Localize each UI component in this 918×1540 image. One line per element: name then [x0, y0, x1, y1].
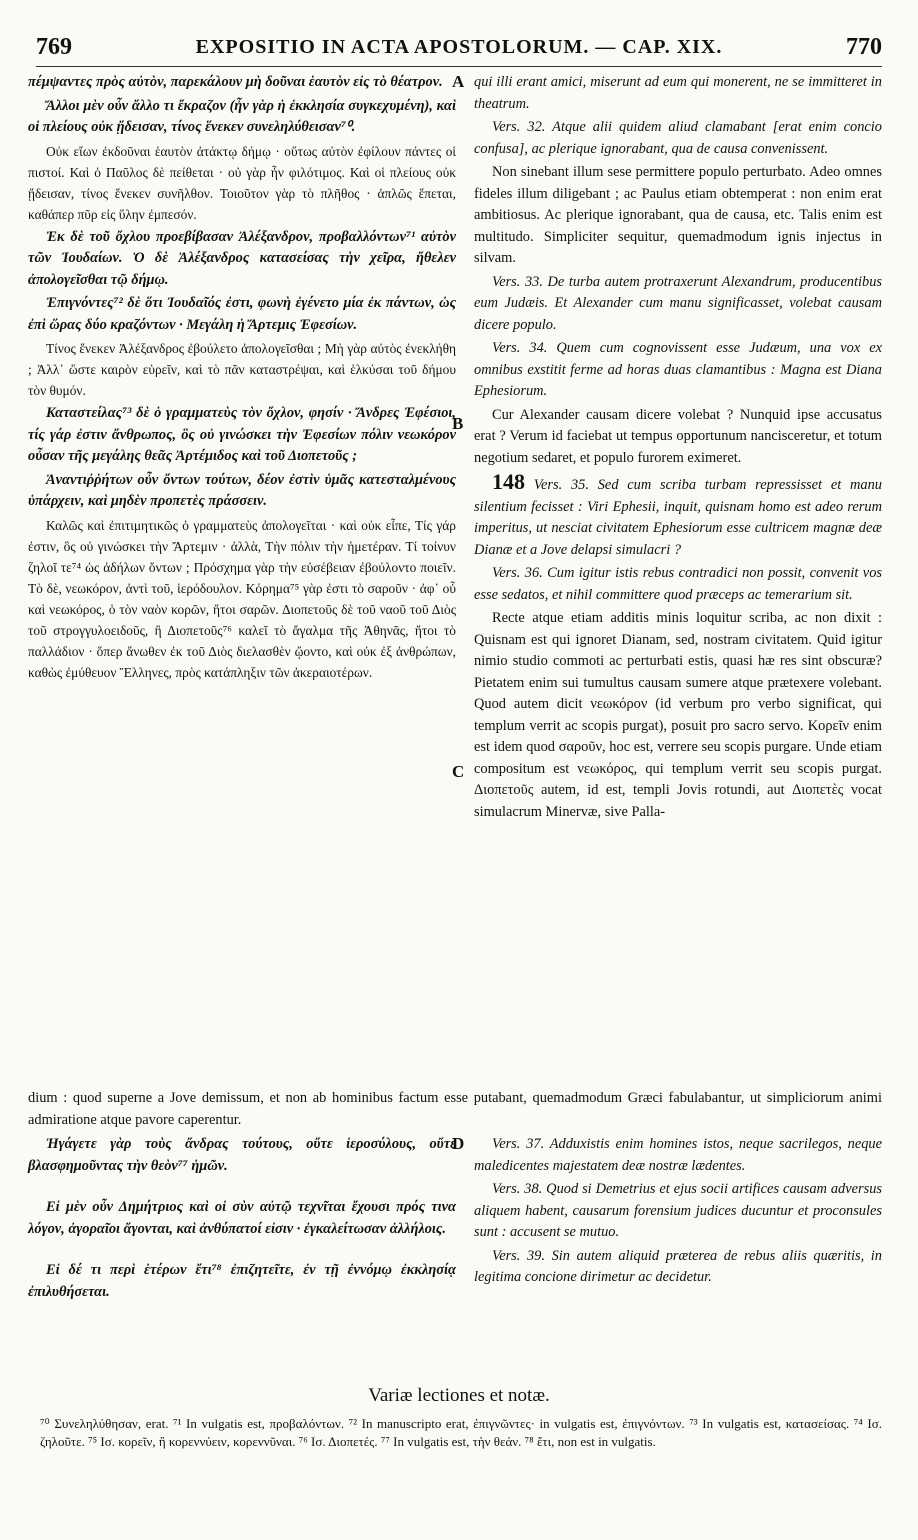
latin-verse: Vers. 36. Cum igitur istis rebus contradici non possit, convenit vos esse sedatos, et nihil committere quod præceps ac temerarium sit. [474, 565, 882, 603]
margin-letter-c: C [452, 762, 465, 781]
latin-verse: Vers. 37. Adduxistis enim homines istos, neque sacrilegos, neque maledicentes majestatem deæ nostræ lædentes. [474, 1136, 882, 1174]
latin-verse-text: Vers. 35. Sed cum scriba turbam repressisset et manu silentium fecisset : Viri Ephesii, inquit, quisnam homo est adeo rerum imperitus, ut nesciat civitatem Ephesiorum esse cultricem magnæ deæ Dianæ et a Jove delapsi simulacri ? [474, 477, 882, 558]
running-title: EXPOSITIO IN ACTA APOSTOLORUM. — CAP. XIX. [195, 36, 723, 58]
greek-paragraph: Ἠγάγετε γὰρ τοὺς ἄνδρας τούτους, οὔτε ἱεροσύλους, οὔτε βλασφημοῦντας τὴν θεὸν⁷⁷ ἡμῶν. [28, 1136, 456, 1174]
greek-paragraph: Καταστείλας⁷³ δὲ ὁ γραμματεὺς τὸν ὄχλον, φησίν · Ἄνδρες Ἐφέσιοι, τίς γάρ ἐστιν ἄνθρωπος, ὃς οὐ γινώσκει τὴν Ἐφεσίων πόλιν νεωκόρον οὖσαν τῆς μεγάλης θεᾶς Ἀρτέμιδος καὶ τοῦ Διοπετοῦς ; [28, 405, 456, 464]
footnotes: ⁷⁰ Συνεληλύθησαν, erat. ⁷¹ In vulgatis est, προβαλόντων. ⁷² In manuscripto erat, ἐπιγνῶντες· in vulgatis est, ἐπιγνόντων. ⁷³ In vulgatis est, κατασείσας. ⁷⁴ Ισ. ζηλοῦτε. ⁷⁵ Ισ. κορεῖν, ἢ κορεννύειν, κορεννῦναι. ⁷⁶ Ισ. Διοπετές. ⁷⁷ In vulgatis est, τὴν θεάν. ⁷⁸ ἔτι, non est in vulgatis. [40, 1416, 882, 1449]
greek-paragraph: Ἐκ δὲ τοῦ ὄχλου προεβίβασαν Ἀλέξανδρον, προβαλλόντων⁷¹ αὐτὸν τῶν Ἰουδαίων. Ὁ δὲ Ἀλέξανδρος κατασείσας τὴν χεῖρα, ἤθελεν ἀπολογεῖσθαι τῷ δήμῳ. [28, 228, 456, 288]
greek-paragraph: Εἰ μὲν οὖν Δημήτριος καὶ οἱ σὺν αὐτῷ τεχνῖται ἔχουσι πρός τινα λόγον, ἀγοραῖοι ἄγονται, καὶ ἀνθύπατοί εἰσιν · ἐγκαλείτωσαν ἀλλήλοις. [28, 1199, 456, 1237]
greek-commentary: Οὐκ εἴων ἐκδοῦναι ἑαυτὸν ἀτάκτῳ δήμῳ · οὕτως αὐτὸν ἐφίλουν πάντες οἱ πιστοί. Καὶ ὁ Παῦλος δὲ πείθεται · οὐ γὰρ ἦν φιλότιμος. Καὶ οἱ πλείους οὐκ ᾔδεισαν, τίνος ἕνεκεν συνῆλθον. Τοιοῦτον γὰρ τὸ πλῆθος · ἁπλῶς ἕπεται, καθάπερ πῦρ εἰς ὕλην ἐμπεσόν. [28, 143, 456, 222]
page-number-left: 769 [36, 34, 72, 60]
latin-column-lower [474, 1134, 882, 1291]
latin-column [474, 72, 882, 825]
greek-column [28, 72, 456, 685]
greek-paragraph: Εἰ δέ τι περὶ ἑτέρων ἔτι⁷⁸ ἐπιζητεῖτε, ἐν τῇ ἐννόμῳ ἐκκλησίᾳ ἐπιλυθήσεται. [28, 1262, 456, 1300]
page-number-right: 770 [846, 34, 882, 60]
greek-commentary: Καλῶς καὶ ἐπιτιμητικῶς ὁ γραμματεὺς ἀπολογεῖται · καὶ οὐκ εἶπε, Τίς γάρ ἐστιν, ὃς οὐ γινώσκει τὴν Ἄρτεμιν · ἀλλὰ, Τὴν πόλιν τὴν ἡμετέραν. Τί τοίνυν ζηλοῖ τε⁷⁴ ὡς ἀδήλων ὄντων ; Πρόσχημα γὰρ τὴν εὐσέβειαν ἐβούλοντο ποιεῖν. Τὸ δὲ, νεωκόρον, ἀντὶ τοῦ, ἱερόδουλον. Κόρημα⁷⁵ γὰρ ἐστι τὸ σαροῦν · ἀφ᾿ οὗ καὶ νεωκόρος, ὁ τὸν ναὸν κορῶν, ἤτοι σαρῶν. Διοπετοῦς δὲ τοῦ ναοῦ τοῦ Διὸς τοῦ στρογγυλοειδοῦς, ἢ Διοπετοῦς⁷⁶ καλεῖ τὸ ἄγαλμα τῆς Ἀθηνᾶς, ἤτοι τὸ παλλάδιον · ὅπερ ἄνωθεν ἐκ τοῦ Διὸς διελασθὲν ᾤοντο, καὶ οὐκ ἐξ ἀνθρώπων, καθὼς ἐμύθευον Ἕλληνες, πρὸς κατάπληξιν τῶν ἀκεραιοτέρων. [28, 517, 456, 680]
greek-paragraph: Ἄλλοι μὲν οὖν ἄλλο τι ἔκραζον (ἦν γὰρ ἡ ἐκκλησία συγκεχυμένη), καὶ οἱ πλείους οὐκ ᾔδεισαν, τίνος ἕνεκεν συνεληλύθεισαν⁷⁰. [28, 97, 456, 135]
margin-letter-b: B [452, 414, 464, 433]
latin-commentary: Cur Alexander causam dicere volebat ? Nunquid ipse accusatus erat ? Verum id faciebat ut tempus opportunum nancisceretur, et totum negotium sedaret, et populo furorem eximeret. [474, 406, 882, 466]
margin-letter-a: A [452, 72, 465, 91]
latin-verse [474, 471, 882, 561]
latin-verse: Vers. 32. Atque alii quidem aliud clamabant [erat enim concio confusa], ac plerique ignorabant, qua de causa convenissent. [474, 119, 882, 157]
greek-paragraph: Ἐπιγνόντες⁷² δὲ ὅτι Ἰουδαῖός ἐστι, φωνὴ ἐγένετο μία ἐκ πάντων, ὡς ἐπὶ ὥρας δύο κραζόντων · Μεγάλη ἡ Ἄρτεμις Ἐφεσίων. [28, 295, 456, 333]
latin-verse: Vers. 33. De turba autem protraxerunt Alexandrum, producentibus eum Judæis. Et Alexander cum manu significasset, volebat causam dicere populo. [474, 273, 882, 333]
page-header [36, 34, 882, 67]
latin-verse: Vers. 38. Quod si Demetrius et ejus socii artifices causam adversus aliquem habent, causarum forensium judices ducuntur et proconsules sunt : accusent se mutuo. [474, 1181, 882, 1240]
greek-commentary: Τίνος ἕνεκεν Ἀλέξανδρος ἐβούλετο ἀπολογεῖσθαι ; Μὴ γὰρ αὐτὸς ἐνεκλήθη ; Ἀλλ᾿ ὥστε καιρὸν εὑρεῖν, καὶ τὸ πᾶν καταστρέψαι, καὶ ἑλκύσαι τοῦ δήμου τὸν θυμόν. [28, 341, 456, 398]
latin-commentary: Non sinebant illum sese permittere populo perturbato. Adeo omnes fideles illum diligebant ; ac Paulus etiam obtemperat : non enim erat ambitiosus. Ac plerique ignorabant, qua de causa, etc. Talis enim est multitudo. Simpliciter sequitur, quemadmodum ignis injectus in silvam. [474, 164, 882, 266]
latin-verse: Vers. 34. Quem cum cognovissent esse Judæum, una vox ex omnibus exstitit ferme ad horas duas clamantibus : Magna est Diana Ephesiorum. [474, 340, 882, 399]
column-number: 148 [492, 469, 525, 494]
greek-paragraph: πέμψαντες πρὸς αὐτὸν, παρεκάλουν μὴ δοῦναι ἑαυτὸν εἰς τὸ θέατρον. [28, 74, 443, 90]
latin-paragraph: qui illi erant amici, miserunt ad eum qui monerent, ne se immitteret in theatrum. [474, 74, 882, 112]
greek-column-lower [28, 1134, 456, 1305]
margin-letter-d: D [452, 1134, 465, 1153]
fullwidth-text [28, 1088, 882, 1133]
fullwidth-paragraph: dium : quod superne a Jove demissum, et non ab hominibus factum esse putabant, quemadmodum Græci fabulabantur, ut simpliciorum animi admiratione atque pavore caperentur. [28, 1090, 882, 1128]
latin-commentary: Recte atque etiam additis minis loquitur scriba, ac non dixit : Quisnam est qui ignoret Dianam, sed, nostram civitatem. Quid igitur nimio studio commoti ac perturbati estis, quasi hæ res sint obscuræ? Pietatem enim sui tumultus causam sumere atque prætexere volebant. Quod autem dicit νεωκόρον (id verbum pro verbo significat, qui templum verrit ac scopis purgat), posuit pro sacro servo. Κορεῖν enim est idem quod σαροῦν, hoc est, verrere seu scopis purgare. Unde etiam compositum est νεωκόρος, qui templum verrit seu scopis purgat. Διοπετοῦς autem, id est, templi Jovis rotundi, aut Διοπετὲς vocat simulacrum Minervæ, sive Palla- [474, 610, 882, 820]
greek-paragraph: Ἀναντιῤῥήτων οὖν ὄντων τούτων, δέον ἐστὶν ὑμᾶς κατεσταλμένους ὑπάρχειν, καὶ μηδὲν προπετὲς πράσσειν. [28, 471, 456, 509]
notes-title: Variæ lectiones et notæ. [368, 1385, 550, 1406]
latin-verse: Vers. 39. Sin autem aliquid præterea de rebus aliis quæritis, in legitima concione dirimetur ac decidetur. [474, 1247, 882, 1285]
